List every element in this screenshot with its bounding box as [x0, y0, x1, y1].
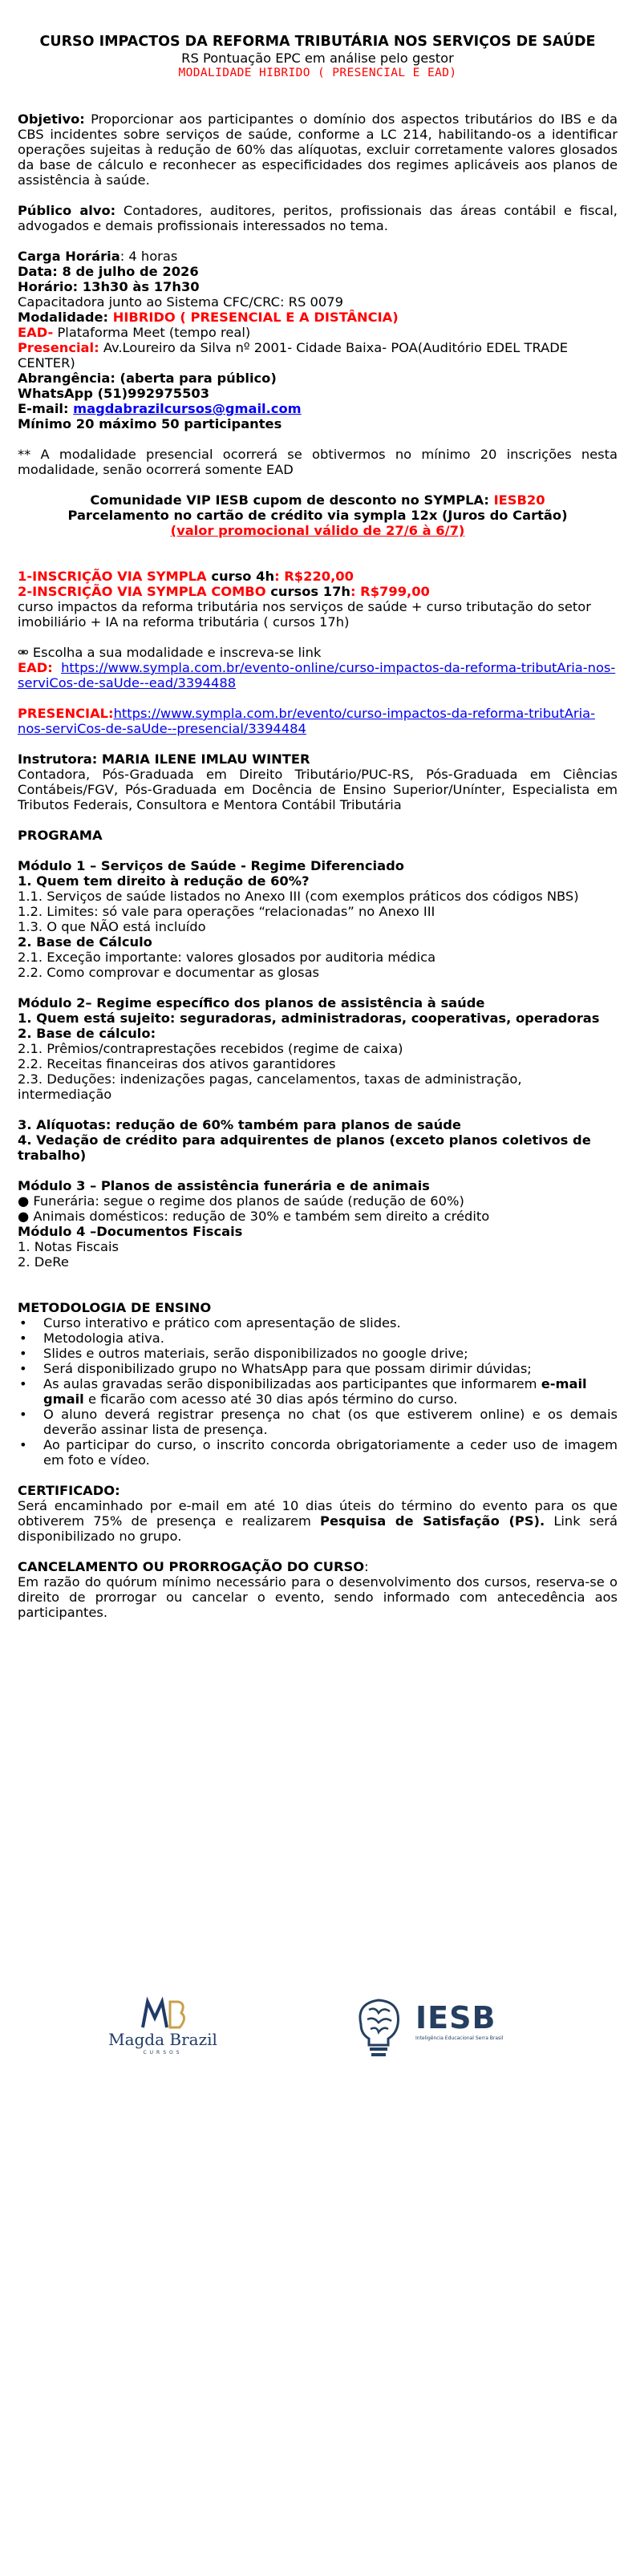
ead-label: EAD- [18, 325, 54, 340]
module-1-topic-2: 2. Base de Cálculo [18, 934, 152, 950]
module-2-item-2-1: 2.1. Prêmios/contraprestações recebidos (regime de caixa) [18, 1041, 403, 1056]
cancellation-text: Em razão do quórum mínimo necessário para o desenvolvimento dos cursos, reserva-se o direito de prorrogar ou cancelar o evento, sendo informado com antecedência aos participantes. [18, 1574, 618, 1620]
presencial-line [18, 340, 618, 371]
time-line: Horário: 13h30 às 17h30 [18, 279, 200, 294]
email-label: E-mail: [18, 401, 74, 416]
presencial-link-line [18, 706, 618, 736]
modality-value: HIBRIDO ( PRESENCIAL E A DISTÂNCIA) [112, 310, 399, 325]
presencial-registration-link[interactable]: https://www.sympla.com.br/evento/curso-impactos-da-reforma-tributAria-nos-serviCos-de-saUde--presencial/3394484 [18, 706, 595, 736]
module-1-item-1-2: 1.2. Limites: só vale para operações “relacionadas” no Anexo III [18, 904, 435, 919]
cancellation-colon: : [364, 1559, 369, 1574]
date-line: Data: 8 de julho de 2026 [18, 264, 199, 279]
iesb-sub: Inteligência Educacional Serra Brasil [415, 2035, 504, 2041]
certificate-text-b: Link será disponibilizado no grupo. [18, 1513, 618, 1544]
promo-coupon-prefix: Comunidade VIP IESB cupom de desconto no SYMPLA: [90, 492, 494, 508]
module-3-title: Módulo 3 – Planos de assistência funerária e de animais [18, 1178, 430, 1193]
module-1-title: Módulo 1 – Serviços de Saúde - Regime Diferenciado [18, 858, 404, 873]
course-modality: MODALIDADE HIBRIDO ( PRESENCIAL E EAD) [178, 67, 457, 79]
document-content [18, 34, 618, 1620]
module-2-topic-3: 3. Alíquotas: redução de 60% também para planos de saúde [18, 1117, 461, 1132]
methodology-item: • Será disponibilizado grupo no WhatsApp para que possam dirimir dúvidas; [18, 1361, 618, 1376]
option-1-course: curso 4h [211, 569, 275, 584]
module-1-item-1-3: 1.3. O que NÃO está incluído [18, 919, 206, 934]
methodology-item [18, 1376, 618, 1407]
workload-label: Carga Horária [18, 249, 120, 264]
magda-brazil-logo [95, 1994, 231, 2058]
module-2-title: Módulo 2– Regime específico dos planos de assistência à saúde [18, 995, 485, 1011]
ead-line [18, 325, 618, 340]
module-4-item-2: 2. DeRe [18, 1254, 69, 1270]
objective-paragraph [18, 111, 618, 188]
option-2-description: curso impactos da reforma tributária nos serviços de saúde + curso tributação do setor imobiliário + IA na reforma tributária ( cursos 17h) [18, 599, 591, 630]
methodology-list [18, 1315, 618, 1468]
methodology-item: • Slides e outros materiais, serão disponibilizados no google drive; [18, 1346, 618, 1361]
certificate-text-a: Será encaminhado por e-mail em até 10 dias úteis do término do evento para os que obtiverem 75% de presença e realizarem [18, 1498, 618, 1529]
methodology-heading: METODOLOGIA DE ENSINO [18, 1300, 212, 1315]
modality-label: Modalidade: [18, 310, 113, 325]
iesb-logo [345, 1994, 505, 2058]
program-heading: PROGRAMA [18, 828, 103, 843]
methodology-item: • Ao participar do curso, o inscrito concorda obrigatoriamente a ceder uso de imagem em foto e vídeo. [18, 1437, 618, 1468]
certificate-text-bold: Pesquisa de Satisfação (PS). [320, 1513, 545, 1529]
promo-coupon-code: IESB20 [493, 492, 545, 508]
module-2-topic-2: 2. Base de cálculo: [18, 1026, 156, 1041]
option-2-course: cursos 17h [270, 584, 350, 599]
footer-logos [0, 1994, 636, 2066]
option-2-price: : R$799,00 [350, 584, 430, 599]
audience-label: Público alvo: [18, 203, 116, 218]
module-2-item-2-3: 2.3. Deduções: indenizações pagas, cancelamentos, taxas de administração, intermediação [18, 1071, 522, 1102]
course-title: CURSO IMPACTOS DA REFORMA TRIBUTÁRIA NOS SERVIÇOS DE SAÚDE [39, 34, 596, 50]
workload-value: : 4 horas [120, 249, 178, 264]
email-link[interactable]: magdabrazilcursos@gmail.com [73, 401, 302, 416]
module-1-item-2-2: 2.2. Como comprovar e documentar as glosas [18, 965, 320, 980]
instructor-name: Instrutora: MARIA ILENE IMLAU WINTER [18, 751, 310, 767]
iesb-name: IESB [415, 2000, 496, 2035]
module-2-topic-1: 1. Quem está sujeito: seguradoras, administradoras, cooperativas, operadoras [18, 1011, 600, 1026]
ead-link-label: EAD: [18, 660, 53, 675]
ead-registration-link[interactable]: https://www.sympla.com.br/evento-online/curso-impactos-da-reforma-tributAria-nos-serviCos-de-saUde--ead/3394488 [18, 660, 616, 691]
magda-brazil-name: Magda Brazil [108, 2030, 217, 2049]
methodology-item: • Curso interativo e prático com apresentação de slides. [18, 1315, 618, 1331]
whatsapp-line: WhatsApp (51)992975503 [18, 386, 210, 401]
module-1-item-2-1: 2.1. Exceção importante: valores glosados por auditoria médica [18, 950, 436, 965]
registration-option-1 [18, 569, 618, 584]
module-3-item-1: ● Funerária: segue o regime dos planos de saúde (redução de 60%) [18, 1193, 464, 1209]
module-4-item-1: 1. Notas Fiscais [18, 1239, 119, 1254]
option-2-label: 2-INSCRIÇÃO VIA SYMPLA COMBO [18, 584, 271, 599]
certificate-text [18, 1498, 618, 1544]
objective-label: Objetivo: [18, 111, 85, 127]
accreditation-line: Capacitadora junto ao Sistema CFC/CRC: RS 0079 [18, 294, 343, 310]
ead-link-line [18, 660, 618, 691]
email-line [18, 401, 618, 416]
module-1-item-1-1: 1.1. Serviços de saúde listados no Anexo III (com exemplos práticos dos códigos NBS) [18, 889, 579, 904]
audience-text: Contadores, auditores, peritos, profissionais das áreas contábil e fiscal, advogados e demais profissionais interessados no tema. [18, 203, 618, 233]
option-1-price: : R$220,00 [274, 569, 354, 584]
module-1-topic-1: 1. Quem tem direito à redução de 60%? [18, 873, 310, 889]
cancellation-heading-line [18, 1559, 618, 1574]
min-max-line: Mínimo 20 máximo 50 participantes [18, 416, 282, 431]
promo-coupon-line [18, 492, 618, 508]
workload-line [18, 249, 618, 264]
promo-validity-line: (valor promocional válido de 27/6 à 6/7) [170, 523, 465, 538]
magda-brazil-mark-icon [95, 1994, 231, 2032]
presencial-label: Presencial: [18, 340, 99, 355]
magda-brazil-sub: CURSOS [143, 2050, 183, 2056]
ead-value: Plataforma Meet (tempo real) [53, 325, 251, 340]
cancellation-heading: CANCELAMENTO OU PRORROGAÇÃO DO CURSO [18, 1559, 365, 1574]
module-4-title: Módulo 4 –Documentos Fiscais [18, 1224, 243, 1239]
modality-line [18, 310, 618, 325]
scope-line: Abrangência: (aberta para público) [18, 371, 277, 386]
certificate-heading: CERTIFICADO: [18, 1483, 120, 1498]
promo-installments-line: Parcelamento no cartão de crédito via sympla 12x (Juros do Cartão) [67, 508, 568, 523]
presencial-notice: ** A modalidade presencial ocorrerá se obtivermos no mínimo 20 inscrições nesta modalidade, senão ocorrerá somente EAD [18, 447, 618, 477]
methodology-item: • Metodologia ativa. [18, 1331, 618, 1346]
instructor-bio: Contadora, Pós-Graduada em Direito Tributário/PUC-RS, Pós-Graduada em Ciências Contábeis/FGV, Pós-Graduada em Docência de Ensino Superior/Unínter, Especialista em Tributos Federais, Consultora e Mentora Contábil Tributária [18, 767, 618, 812]
module-2-topic-4: 4. Vedação de crédito para adquirentes de planos (exceto planos coletivos de trabalho) [18, 1132, 591, 1163]
methodology-item-text: e ficarão com acesso até 30 dias após término do curso. [83, 1391, 458, 1407]
module-2-item-2-2: 2.2. Receitas financeiras dos ativos garantidores [18, 1056, 336, 1071]
registration-option-2 [18, 584, 618, 599]
methodology-item-bold: e-mail gmail [43, 1376, 587, 1407]
choose-modality-line: ⚮ Escolha a sua modalidade e inscreva-se link [18, 645, 322, 660]
methodology-item: • O aluno deverá registrar presença no chat (os que estiverem online) e os demais deverão assinar lista de presença. [18, 1407, 618, 1437]
option-1-label: 1-INSCRIÇÃO VIA SYMPLA [18, 569, 212, 584]
audience-paragraph [18, 203, 618, 233]
methodology-item-text: As aulas gravadas serão disponibilizadas aos participantes que informarem [43, 1376, 541, 1391]
presencial-link-label: PRESENCIAL: [18, 706, 114, 721]
presencial-value: Av.Loureiro da Silva nº 2001- Cidade Baixa- POA(Auditório EDEL TRADE CENTER) [18, 340, 569, 371]
objective-text: Proporcionar aos participantes o domínio dos aspectos tributários do IBS e da CBS incidentes sobre serviços de saúde, conforme a LC 214, habilitando-os a identificar operações sujeitas à redução de 60% das alíquotas, excluir corretamente valores glosados da base de cálculo e reconhecer as especificidades dos regimes aplicáveis aos planos de assistência à saúde. [18, 111, 618, 188]
module-3-item-2: ● Animais domésticos: redução de 30% e também sem direito a crédito [18, 1209, 490, 1224]
course-subtitle: RS Pontuação EPC em análise pelo gestor [181, 51, 454, 66]
iesb-brain-bulb-icon [345, 1994, 412, 2061]
